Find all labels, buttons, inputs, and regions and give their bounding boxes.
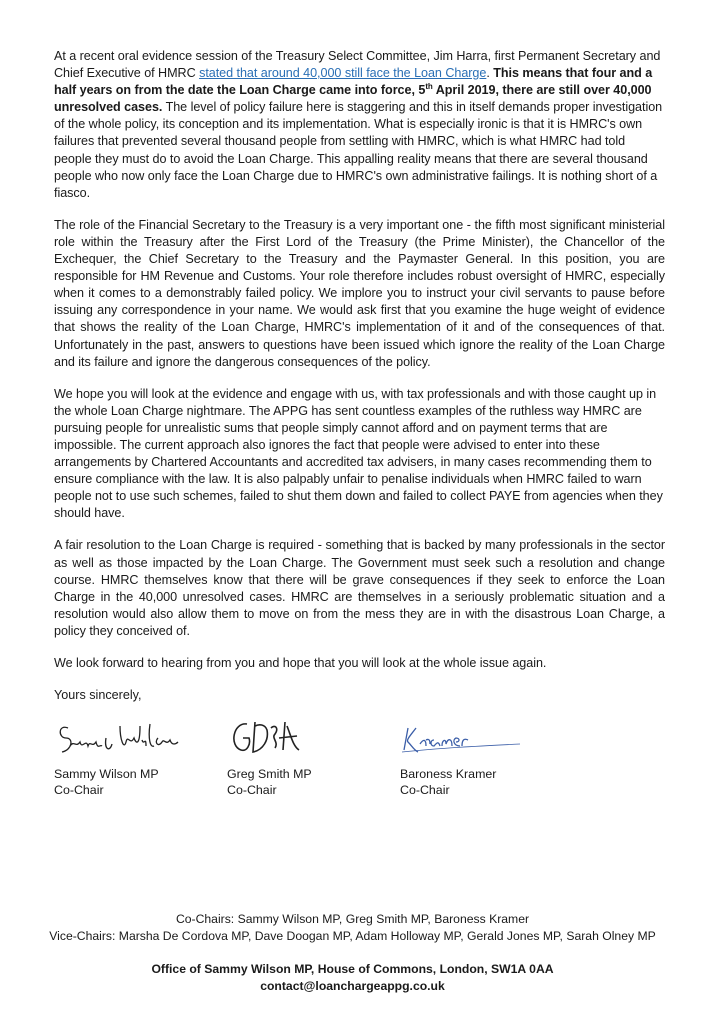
contact-email[interactable]: contact@loanchargeappg.co.uk (260, 978, 445, 993)
signature-kramer-image (400, 716, 530, 762)
paragraph-1 (54, 48, 665, 202)
closing-salutation: Yours sincerely, (54, 688, 142, 703)
signatory-kramer-role: Co-Chair (400, 783, 450, 798)
signature-block (54, 716, 665, 811)
signatory-smith (227, 716, 397, 798)
co-chairs-line: Co-Chairs: Sammy Wilson MP, Greg Smith MP, Baroness Kramer (175, 912, 530, 926)
vice-chairs-line: Vice-Chairs: Marsha De Cordova MP, Dave Doogan MP, Adam Holloway MP, Gerald Jones MP, Sarah Olney MP (49, 928, 656, 943)
signatory-smith-name: Greg Smith MP (227, 767, 312, 782)
signatory-kramer-name: Baroness Kramer (400, 767, 497, 782)
paragraph-2: The role of the Financial Secretary to the Treasury is a very important one - the fifth most significant ministerial role within the Treasury after the First Lord of the Treasury (the Prime Minister), the Chancellor of the Exchequer, the Chief Secretary to the Treasury and the Paymaster General. In this position, you are responsible for HM Revenue and Customs. Your role therefore includes robust oversight of HMRC, especially when it comes to a demonstrably failed policy. We implore you to instruct your civil servants to pause before issuing any correspondence in your name. We would ask first that you examine the huge weight of evidence that shows the reality of the Loan Charge, HMRC's implementation of it and of the consequences of that. Unfortunately in the past, answers to questions have been issued which ignore the reality of the Loan Charge and its failure and ignore the dangerous consequences of the policy. (54, 217, 665, 369)
office-footer (0, 961, 705, 994)
p1-text-c: The level of policy failure here is staggering and this in itself demands proper investigation of the whole policy, its conception and its implementation. What is especially ironic is that it is HMRC's own failures that prevented several thousand people from settling with HMRC, which is what HMRC had told people they must do to avoid the Loan Charge. This appalling reality means that there are several thousand people who now only face the Loan Charge due to HMRC's own administrative failings. It is nothing short of a fiasco. (54, 100, 663, 200)
signatory-kramer (400, 716, 570, 798)
paragraph-3: We hope you will look at the evidence and engage with us, with tax professionals and with those caught up in the whole Loan Charge nightmare. The APPG has sent countless examples of the ruthless way HMRC are pursuing people for unrealistic sums that people simply cannot afford and on payment terms that are impossible. The current approach also ignores the fact that people were advised to enter into these arrangements by Chartered Accountants and accredited tax advisers, in many cases recommending them to ensure compliance with the law. It is also palpably unfair to penalise individuals when HMRC failed to warn people not to use such schemes, failed to shut them down and failed to collect PAYE from agencies when they should have. (54, 386, 663, 521)
signatory-wilson-role: Co-Chair (54, 783, 104, 798)
signatory-wilson-name: Sammy Wilson MP (54, 767, 159, 782)
signatory-wilson (54, 716, 224, 798)
signature-smith-image (227, 716, 307, 762)
signature-wilson-image (54, 716, 184, 762)
paragraph-4: A fair resolution to the Loan Charge is required - something that is backed by many professionals in the sector as well as those impacted by the Loan Charge. The Government must seek such a resolution and change course. HMRC themselves know that there will be grave consequences if they seek to enforce the Loan Charge in the 40,000 unresolved cases. HMRC are themselves in a seriously problematic situation and a resolution would also allow them to move on from the mess they are in with the disastrous Loan Charge, a policy they conceived of. (54, 538, 665, 638)
evidence-link[interactable]: stated that around 40,000 still face the Loan Charge (199, 66, 487, 81)
p1-bold-a: This means that four and a half years on from the date the Loan Charge came into force, 5 (54, 66, 653, 98)
committee-footer (0, 911, 705, 944)
p1-bold-sup: th (425, 82, 433, 91)
signatory-smith-role: Co-Chair (227, 783, 277, 798)
office-address: Office of Sammy Wilson MP, House of Commons, London, SW1A 0AA (151, 962, 554, 976)
p1-bold-b: April 2019, there are still over 40,000 unresolved cases. (54, 83, 652, 115)
p1-text-b: . (486, 66, 494, 81)
p1-text-a: At a recent oral evidence session of the Treasury Select Committee, Jim Harra, first Permanent Secretary and Chief Executive of HMRC (54, 49, 661, 81)
paragraph-5: We look forward to hearing from you and hope that you will look at the whole issue again. (54, 656, 547, 670)
